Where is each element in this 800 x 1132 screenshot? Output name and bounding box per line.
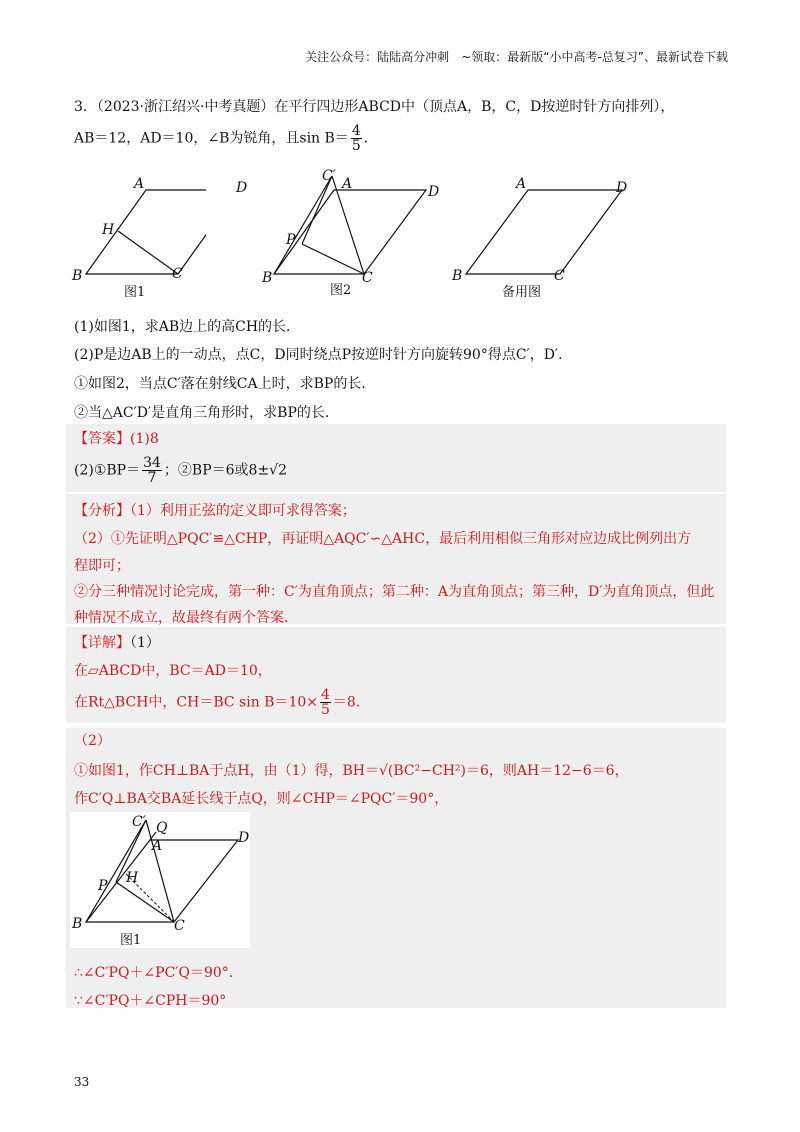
fig1-caption: 图1 xyxy=(124,285,146,300)
answer-label: 【答案】 xyxy=(74,431,130,447)
detail-fraction xyxy=(320,688,331,717)
question-2: (2)P是边AB上的一动点，点C，D同时绕点P按逆时针方向旋转90°得点C′，D′． xyxy=(74,347,573,363)
detail-fig-label-Q: Q xyxy=(156,820,168,836)
fig1-label-H: H xyxy=(102,222,115,238)
detail-fig-caption: 图1 xyxy=(120,933,142,948)
figure-1 xyxy=(66,172,206,302)
detail-fig-label-P: P xyxy=(98,878,108,894)
detail-line-5: 作C′Q⊥BA交BA延长线于点Q，则∠CHP＝∠PQC′＝90°， xyxy=(74,791,449,807)
fig2-label-B: B xyxy=(262,270,273,286)
analysis-line-5: 种情况不成立，故最终有两个答案． xyxy=(74,610,298,626)
detail-fig-label-H: H xyxy=(126,870,139,886)
detail-line-6: ∴∠C′PQ＋∠PC′Q＝90°． xyxy=(74,965,243,981)
answer-2-text: (2)①BP＝ xyxy=(74,462,141,479)
fig1-label-C: C xyxy=(172,266,183,282)
detail-line-0 xyxy=(74,632,160,652)
fig2-label-Cprime: C′ xyxy=(322,168,336,184)
detail-line-7: ∵∠C′PQ＋∠CPH＝90° xyxy=(74,993,227,1009)
fig3-label-B: B xyxy=(452,268,463,284)
answer-1: (1)8 xyxy=(130,431,159,447)
analysis-line-2: （2）①先证明△PQC′≌△CHP，再证明△AQC′∽△AHC，最后利用相似三角形对应边成比例列出方 xyxy=(74,531,692,547)
detail-part-1: （1） xyxy=(130,635,160,651)
detail-fraction-num: 4 xyxy=(321,687,330,703)
analysis-line-4: ②分三种情况讨论完成，第一种：C′为直角顶点；第二种：A为直角顶点；第三种，D′为直角顶点，但此 xyxy=(74,584,715,600)
fig1-label-A: A xyxy=(134,176,145,192)
answer-line-1 xyxy=(74,428,159,448)
answer-2-end: ；②BP＝6或8±√2 xyxy=(163,462,288,479)
fig2-caption: 图2 xyxy=(330,283,352,298)
fig2-label-C: C xyxy=(362,270,373,286)
figure-1-right xyxy=(206,172,256,212)
fig1-label-B: B xyxy=(72,268,83,284)
problem-line-1: 3．（2023·浙江绍兴·中考真题）在平行四边形ABCD中（顶点A，B，C，D按逆时针方向排列）， xyxy=(74,99,675,115)
sin-fraction-den: 5 xyxy=(351,138,361,154)
page-number: 33 xyxy=(74,1075,90,1089)
detail-fraction-den: 5 xyxy=(321,702,330,718)
fig3-label-D: D xyxy=(616,180,628,196)
detail-figure xyxy=(70,812,250,952)
question-1: (1)如图1，求AB边上的高CH的长． xyxy=(74,319,301,335)
detail-fig-label-A: A xyxy=(152,838,163,854)
fig2-label-D: D xyxy=(428,184,440,200)
problem-line-2-text: AB＝12，AD＝10，∠B为锐角，且sin B＝ xyxy=(74,130,349,147)
detail-line-3: （2） xyxy=(74,733,111,749)
detail-line-4: ①如图1，作CH⊥BA于点H，由（1）得，BH＝√(BC²−CH²)＝6，则AH＝12−6＝6， xyxy=(74,763,629,779)
answer-fraction-den: 7 xyxy=(147,470,157,486)
detail-fig-label-B: B xyxy=(72,916,83,932)
sin-fraction xyxy=(351,124,362,153)
fig2-label-P: P xyxy=(286,232,296,248)
figure-3 xyxy=(450,172,650,302)
analysis-line-1 xyxy=(74,500,356,520)
figure-2 xyxy=(258,168,448,302)
question-2a: ①如图2，当点C′落在射线CA上时，求BP的长． xyxy=(74,376,376,392)
problem-line-2-end: ． xyxy=(363,130,378,147)
problem-line-2 xyxy=(74,124,378,153)
analysis-label: 【分析】 xyxy=(74,503,130,519)
fig3-caption: 备用图 xyxy=(502,285,542,300)
analysis-line-3: 程即可； xyxy=(74,558,130,574)
page-header: 关注公众号：陆陆高分冲刺 ~领取：最新版“小中高考-总复习”、最新试卷下载 xyxy=(305,50,728,64)
detail-line-2-text: 在Rt△BCH中，CH＝BC sin B＝10× xyxy=(74,694,318,711)
detail-fig-label-D: D xyxy=(238,830,250,846)
fig3-label-A: A xyxy=(516,176,527,192)
fig2-label-A: A xyxy=(342,176,353,192)
detail-fig-label-C: C xyxy=(174,918,185,934)
answer-fraction xyxy=(142,456,162,485)
detail-line-2 xyxy=(74,688,370,717)
sin-fraction-num: 4 xyxy=(351,123,361,139)
analysis-text-1: （1）利用正弦的定义即可求得答案； xyxy=(130,503,356,519)
answer-fraction-num: 34 xyxy=(143,455,161,471)
detail-line-2-end: ＝8． xyxy=(332,694,370,711)
fig1-label-D: D xyxy=(236,180,248,196)
detail-fig-label-Cprime: C′ xyxy=(132,814,146,830)
fig3-label-C: C xyxy=(554,268,565,284)
answer-line-2 xyxy=(74,456,287,485)
detail-label: 【详解】 xyxy=(74,635,130,651)
detail-line-1: 在▱ABCD中，BC＝AD＝10， xyxy=(74,663,272,679)
question-2b: ②当△AC′D′是直角三角形时，求BP的长． xyxy=(74,405,339,421)
